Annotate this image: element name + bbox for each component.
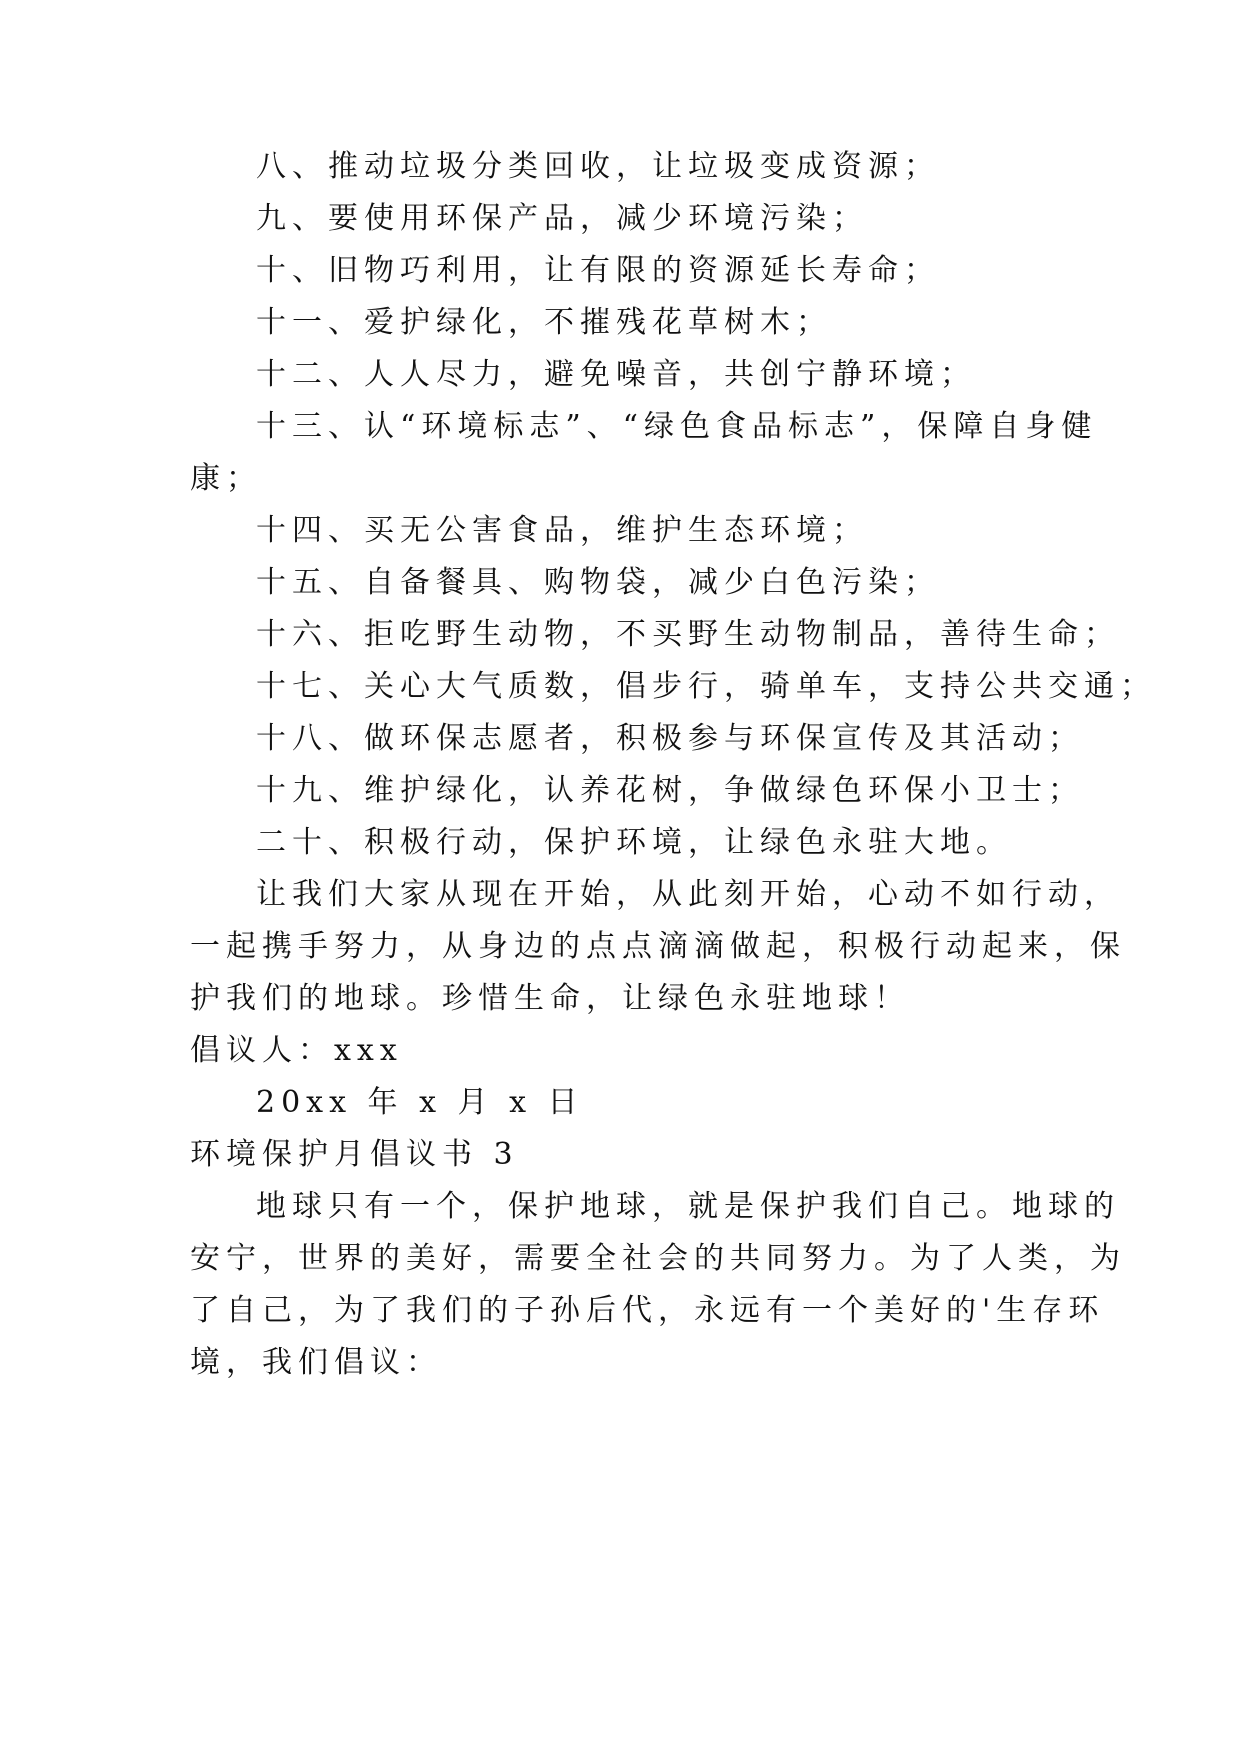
signer: 倡议人：xxx: [190, 1033, 403, 1068]
item-line: 十六、拒吃野生动物，不买野生动物制品，善待生命；: [256, 617, 1120, 652]
item-line: 九、要使用环保产品，减少环境污染；: [256, 201, 868, 236]
date: 20xx 年 x 月 x 日: [256, 1085, 584, 1120]
item-line: 十九、维护绿化，认养花树，争做绿色环保小卫士；: [256, 773, 1084, 808]
closing-paragraph-line: 让我们大家从现在开始，从此刻开始，心动不如行动，: [256, 877, 1120, 912]
item-line: 十三、认“环境标志”、“绿色食品标志”，保障自身健: [256, 409, 1098, 444]
item-line: 八、推动垃圾分类回收，让垃圾变成资源；: [256, 149, 940, 184]
item-line: 十八、做环保志愿者，积极参与环保宣传及其活动；: [256, 721, 1084, 756]
item-line: 十、旧物巧利用，让有限的资源延长寿命；: [256, 253, 940, 288]
item-line: 十七、关心大气质数，倡步行，骑单车，支持公共交通；: [256, 669, 1156, 704]
item-line: 二十、积极行动，保护环境，让绿色永驻大地。: [256, 825, 1012, 860]
intro-paragraph-line: 地球只有一个，保护地球，就是保护我们自己。地球的: [256, 1189, 1120, 1224]
item-line: 十四、买无公害食品，维护生态环境；: [256, 513, 868, 548]
section-title: 环境保护月倡议书 3: [190, 1137, 519, 1172]
item-line: 十二、人人尽力，避免噪音，共创宁静环境；: [256, 357, 976, 392]
closing-paragraph-line: 护我们的地球。珍惜生命，让绿色永驻地球！: [190, 981, 910, 1016]
item-line: 十五、自备餐具、购物袋，减少白色污染；: [256, 565, 940, 600]
intro-paragraph-line: 了自己，为了我们的子孙后代，永远有一个美好的'生存环: [190, 1293, 1105, 1328]
intro-paragraph-line: 安宁，世界的美好，需要全社会的共同努力。为了人类，为: [190, 1241, 1126, 1276]
item-line: 十一、爱护绿化，不摧残花草树木；: [256, 305, 832, 340]
item-line-continuation: 康；: [190, 461, 262, 496]
intro-paragraph-line: 境，我们倡议：: [190, 1345, 442, 1380]
closing-paragraph-line: 一起携手努力，从身边的点点滴滴做起，积极行动起来，保: [190, 929, 1126, 964]
